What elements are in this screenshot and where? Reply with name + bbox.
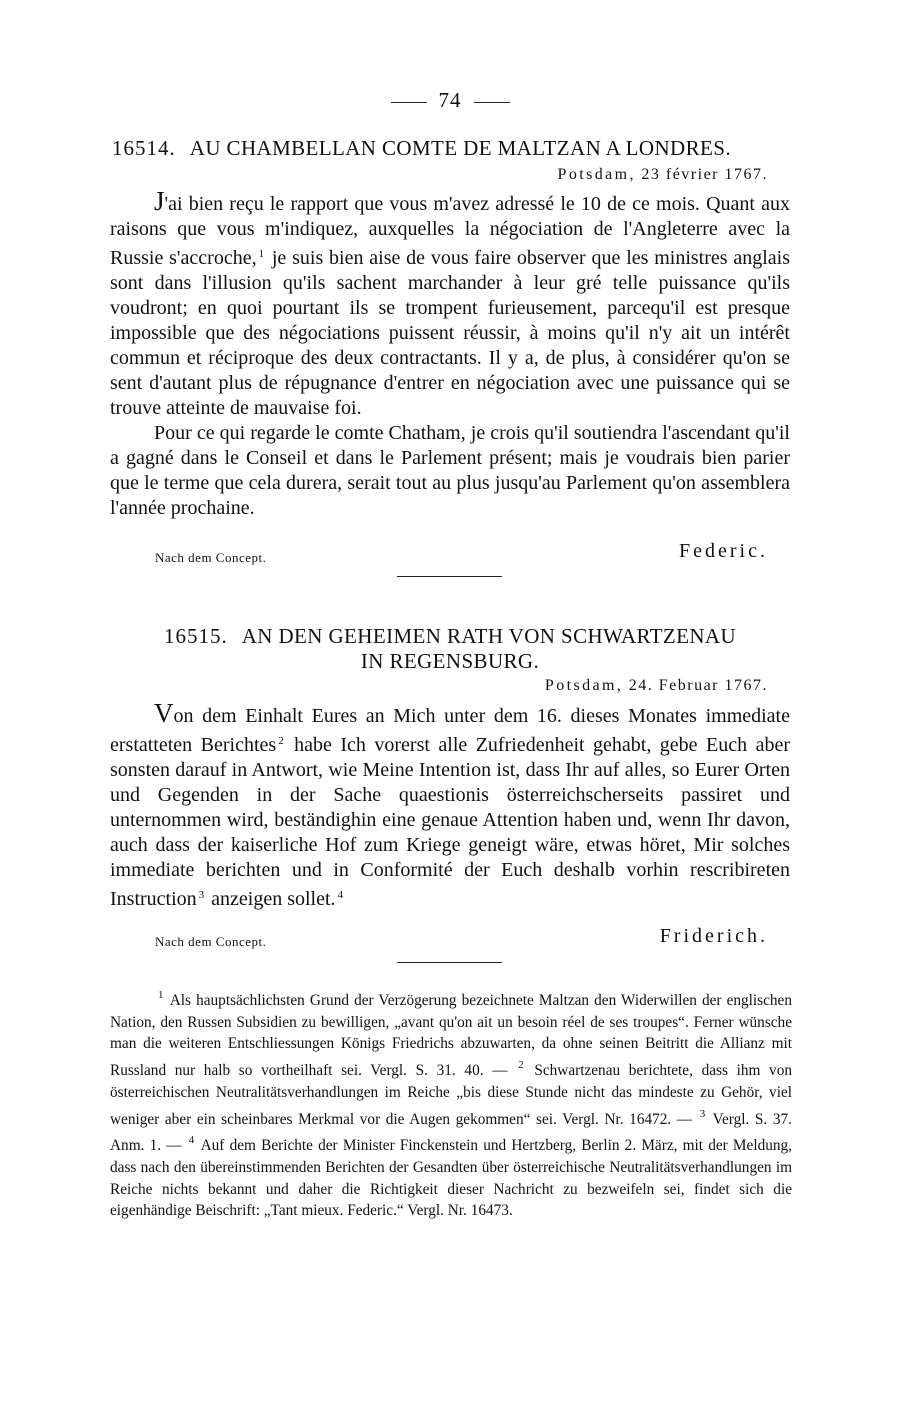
page-number [0, 88, 900, 113]
letter-1-paragraph-2: Pour ce qui regarde le comte Chatham, je crois qu'il soutiendra l'ascendant qu'il a gagné dans le Conseil et dans le Parlement présent; mais je voudrais bien parier que le terme que cela durera, serait tout au plus jusqu'au Parlement qu'on assemblera l'année prochaine. [110, 422, 790, 519]
letter-1-body [110, 186, 790, 521]
footnote-ref-1[interactable]: 1 [258, 248, 265, 260]
section-divider-1 [397, 576, 502, 577]
letter-2-body [110, 698, 790, 912]
section-divider-2 [397, 962, 502, 963]
footnote-ref-2[interactable]: 2 [278, 735, 284, 747]
letter-1-paragraph-1 [110, 186, 790, 421]
letter-2-heading-line-1 [110, 624, 790, 649]
footnote-4-mark: 4 [188, 1134, 195, 1147]
footnote-ref-3[interactable]: 3 [198, 889, 205, 901]
letter-2-date: 24. Februar 1767. [628, 677, 768, 694]
footnote-ref-4[interactable]: 4 [337, 889, 344, 901]
letter-1-text-b: je suis bien aise de vous faire observer que les ministres anglais sont dans l'illusion qu'ils sachent marchander à leur gré telle puissance qu'ils voudront; en quoi pourtant ils se trompent furieusement, parcequ'il est presque impossible que des négociations puissent réussir, à moins qu'il n'y ait un intérêt commun et réciproque des deux contractants. Il y a, de plus, à considérer qu'on se sent d'autant plus de répugnance d'entrer en négociation avec une puissance qui se trouve atteinte de mauvaise foi. [110, 247, 790, 419]
letter-2-initial: V [154, 698, 174, 728]
letter-2-text-c: anzeigen sollet. [206, 888, 336, 910]
letter-2-heading [110, 624, 790, 674]
letter-2-title-line-2: IN REGENSBURG. [360, 649, 540, 673]
footnote-2-mark: 2 [518, 1059, 524, 1072]
letter-1-signature: Federic. [679, 540, 768, 562]
footnotes-paragraph [110, 985, 792, 1222]
footnotes [110, 985, 792, 1222]
letter-1-title: AU CHAMBELLAN COMTE DE MALTZAN A LONDRES. [189, 136, 731, 160]
letter-1-text-a: 'ai bien reçu le rapport que vous m'avez adressé le 10 de ce mois. Quant aux raisons que vous m'indiquez, auxquelles la négociation de l'Angleterre avec la Russie s'accroche, [110, 193, 790, 269]
letter-2-text-a: on dem Einhalt Eures an Mich unter dem 16. dieses Monates immediate erstatteten Berichtes [110, 705, 790, 756]
letter-2-text-b: habe Ich vorerst alle Zufriedenheit gehabt, gebe Euch aber sonsten darauf in Antwort, wie Meine Intention ist, dass Ihr auf alles, so Eurer Orten und Gegenden in der Sache quaestionis österreichscherseits passiret und unternommen wird, beständighin eine genaue Attention haben und, wenn Ihr davon, auch dass der kaiserliche Hof zum Kriege geneigt wäre, etwas höret, Mir solches immediate berichten und in Conformité der Euch deshalb vorhin rescribireten Instruction [110, 734, 790, 910]
letter-2-number: 16515. [163, 624, 228, 648]
page-number-value: 74 [438, 88, 462, 112]
letter-1-initial: J [154, 186, 165, 216]
letter-1-heading [112, 136, 792, 161]
footnote-4-text: Auf dem Berichte der Minister Finckenstein und Hertzberg, Berlin 2. März, mit der Meldung, dass nach den übereinstimmenden Berichten der Gesandten über österreichische Neutralitätsverhandlungen im Reiche nichts bekannt und daher die Richtigkeit dieser Nachricht zu bezweifeln sei, findet sich die eigenhändige Beischrift: „Tant mieux. Federic.“ Vergl. Nr. 16473. [110, 1137, 792, 1220]
page-number-dash-right [474, 102, 510, 103]
letter-1-number: 16514. [112, 136, 176, 160]
footnote-3-mark: 3 [699, 1107, 706, 1120]
page-number-dash-left [391, 102, 427, 103]
footnote-1-mark: 1 [158, 989, 164, 1001]
letter-1-place: Potsdam, [557, 166, 636, 183]
letter-1-source: Nach dem Concept. [155, 550, 267, 565]
letter-2-source: Nach dem Concept. [155, 934, 267, 949]
letter-2-place: Potsdam, [544, 677, 624, 694]
footnote-3-text: Vergl. S. 37. Anm. 1. — [110, 1110, 792, 1155]
letter-2-paragraph-1 [110, 698, 790, 912]
letter-2-dateline [545, 677, 768, 695]
letter-2-signature: Friderich. [659, 925, 768, 947]
letter-2-title-line-1: AN DEN GEHEIMEN RATH VON SCHWARTZENAU [241, 624, 737, 648]
letter-1-dateline [558, 166, 768, 184]
footnote-1-text: Als hauptsächlichsten Grund der Verzögerung bezeichnete Maltzan den Widerwillen der englischen Nation, den Russen Subsidien zu bewilligen, „avant qu'on ait un besoin réel de ses troupes“. Ferner wünsche man die weiteren Entschliessungen Königs Friedrichs abzuwarten, da ohne seinen Beitritt die Allianz mit Russland nur halb so vortheilhaft sei. Vergl. S. 31. 40. — [110, 992, 792, 1080]
footnote-2-text: Schwartzenau berichtete, dass ihm von österreichischen Neutralitätsverhandlungen im Reiche „bis diese Stunde nicht das mindeste zu Gehör, viel weniger aber ein scheinbares Merkmal vor die Augen gekommen“ sei. Vergl. Nr. 16472. — [110, 1062, 792, 1128]
letter-1-date: 23 février 1767. [641, 166, 768, 183]
